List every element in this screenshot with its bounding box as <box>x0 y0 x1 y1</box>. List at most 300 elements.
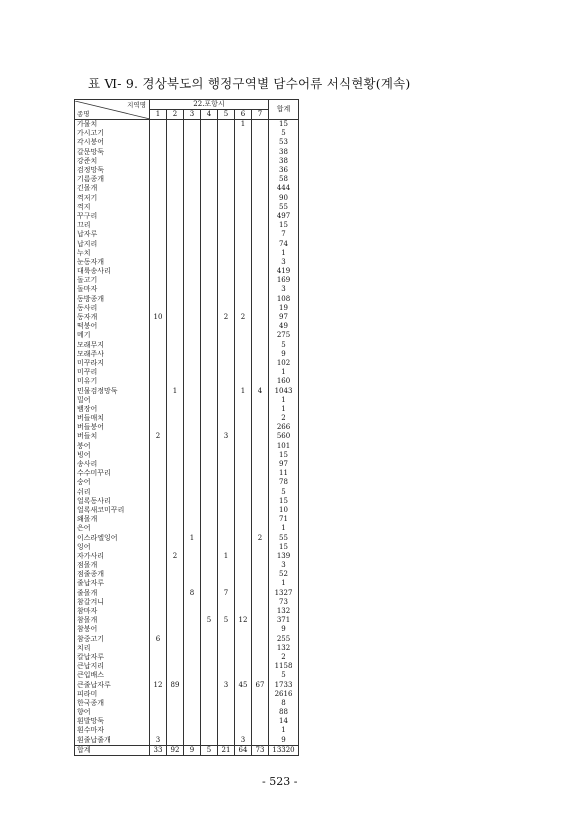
table-row <box>75 497 299 506</box>
total-cell: 88 <box>269 708 299 717</box>
count-cell <box>218 368 235 377</box>
count-cell <box>167 432 184 441</box>
count-cell <box>184 506 201 515</box>
count-cell <box>150 708 167 717</box>
count-cell: 10 <box>150 313 167 322</box>
species-name: 눈동자개 <box>75 258 150 267</box>
count-cell <box>218 690 235 699</box>
count-cell <box>252 148 269 157</box>
count-cell <box>252 506 269 515</box>
species-name: 큰납지리 <box>75 662 150 671</box>
count-cell <box>167 533 184 542</box>
count-cell <box>167 423 184 432</box>
count-cell <box>201 543 218 552</box>
total-cell: 49 <box>269 322 299 331</box>
count-cell <box>150 543 167 552</box>
count-cell <box>167 442 184 451</box>
count-cell <box>218 726 235 735</box>
count-cell <box>184 497 201 506</box>
count-cell <box>218 166 235 175</box>
count-cell <box>201 341 218 350</box>
count-cell <box>218 295 235 304</box>
count-cell <box>201 148 218 157</box>
count-cell <box>167 138 184 147</box>
species-name: 미꾸리 <box>75 368 150 377</box>
count-cell <box>184 598 201 607</box>
count-cell <box>201 460 218 469</box>
total-cell: 38 <box>269 148 299 157</box>
count-cell <box>218 524 235 533</box>
species-name: 동방종개 <box>75 295 150 304</box>
count-cell <box>167 488 184 497</box>
table-row <box>75 230 299 239</box>
species-name: 갈문망둑 <box>75 148 150 157</box>
species-name: 칼납자루 <box>75 653 150 662</box>
count-cell <box>150 331 167 340</box>
count-cell <box>184 405 201 414</box>
count-cell <box>150 203 167 212</box>
count-cell <box>150 285 167 294</box>
total-cell: 1158 <box>269 662 299 671</box>
count-cell <box>218 625 235 634</box>
count-cell <box>201 350 218 359</box>
count-cell: 3 <box>218 680 235 689</box>
count-cell <box>150 690 167 699</box>
count-cell <box>252 460 269 469</box>
count-cell <box>150 662 167 671</box>
table-row <box>75 405 299 414</box>
count-cell <box>235 414 252 423</box>
total-cell: 1 <box>269 726 299 735</box>
species-name: 얼록동사리 <box>75 497 150 506</box>
total-cell: 132 <box>269 644 299 653</box>
count-cell: 2 <box>218 313 235 322</box>
total-cell: 139 <box>269 552 299 561</box>
count-cell <box>252 653 269 662</box>
total-cell: 52 <box>269 570 299 579</box>
table-row <box>75 350 299 359</box>
count-cell <box>150 524 167 533</box>
count-cell <box>184 350 201 359</box>
count-cell <box>150 148 167 157</box>
count-cell <box>235 442 252 451</box>
species-name: 합계 <box>75 745 150 755</box>
table-row <box>75 239 299 248</box>
count-cell <box>201 432 218 441</box>
count-cell <box>218 396 235 405</box>
count-cell <box>201 442 218 451</box>
count-cell <box>201 359 218 368</box>
total-cell: 1 <box>269 249 299 258</box>
species-name: 긴몰개 <box>75 184 150 193</box>
count-cell <box>184 230 201 239</box>
count-cell <box>184 616 201 625</box>
count-cell <box>252 442 269 451</box>
count-cell <box>235 368 252 377</box>
total-cell: 160 <box>269 377 299 386</box>
total-cell: 15 <box>269 120 299 130</box>
species-name: 잉어 <box>75 543 150 552</box>
count-cell <box>252 635 269 644</box>
count-cell <box>218 258 235 267</box>
count-cell <box>150 451 167 460</box>
species-name: 검정망둑 <box>75 166 150 175</box>
count-cell <box>235 157 252 166</box>
total-cell: 73 <box>269 598 299 607</box>
total-cell: 1327 <box>269 589 299 598</box>
table-row <box>75 690 299 699</box>
count-cell <box>201 377 218 386</box>
count-cell <box>218 341 235 350</box>
count-cell <box>235 497 252 506</box>
count-cell <box>235 396 252 405</box>
count-cell <box>201 423 218 432</box>
count-cell <box>252 331 269 340</box>
total-cell: 497 <box>269 212 299 221</box>
count-cell <box>184 671 201 680</box>
species-name: 붕어 <box>75 442 150 451</box>
count-cell: 6 <box>150 635 167 644</box>
count-cell <box>252 625 269 634</box>
count-cell: 5 <box>201 745 218 755</box>
species-name: 버들붕어 <box>75 423 150 432</box>
count-cell <box>252 230 269 239</box>
count-cell: 5 <box>218 616 235 625</box>
count-cell <box>252 561 269 570</box>
count-cell <box>218 708 235 717</box>
count-cell <box>201 533 218 542</box>
count-cell <box>218 736 235 746</box>
count-cell <box>201 680 218 689</box>
count-cell <box>252 276 269 285</box>
count-cell <box>201 469 218 478</box>
species-name: 동자개 <box>75 313 150 322</box>
table-row <box>75 396 299 405</box>
table-row <box>75 625 299 634</box>
count-cell <box>167 239 184 248</box>
table-row <box>75 607 299 616</box>
count-cell <box>167 469 184 478</box>
species-name: 향어 <box>75 708 150 717</box>
total-header: 합계 <box>269 100 299 120</box>
species-name: 참중고기 <box>75 635 150 644</box>
count-cell <box>184 166 201 175</box>
count-cell: 2 <box>150 432 167 441</box>
count-cell <box>252 708 269 717</box>
count-cell <box>252 313 269 322</box>
count-cell: 8 <box>184 589 201 598</box>
count-cell <box>150 377 167 386</box>
count-cell: 1 <box>218 552 235 561</box>
species-name: 흰줄납줄개 <box>75 736 150 746</box>
count-cell <box>235 653 252 662</box>
count-cell <box>150 350 167 359</box>
count-cell <box>167 377 184 386</box>
table-row <box>75 570 299 579</box>
count-cell <box>184 717 201 726</box>
count-cell <box>252 359 269 368</box>
subcolumn-header: 5 <box>218 110 235 120</box>
count-cell <box>235 717 252 726</box>
table-row <box>75 442 299 451</box>
count-cell <box>150 239 167 248</box>
count-cell <box>201 515 218 524</box>
count-cell <box>201 295 218 304</box>
count-cell <box>252 736 269 746</box>
count-cell <box>218 221 235 230</box>
count-cell <box>167 653 184 662</box>
total-cell: 11 <box>269 469 299 478</box>
corner-species-label: 종명 <box>77 109 90 118</box>
count-cell <box>150 304 167 313</box>
count-cell <box>201 717 218 726</box>
count-cell <box>235 304 252 313</box>
count-cell <box>201 607 218 616</box>
count-cell <box>235 543 252 552</box>
count-cell <box>218 451 235 460</box>
count-cell <box>235 598 252 607</box>
count-cell <box>252 221 269 230</box>
count-cell <box>235 267 252 276</box>
count-cell <box>184 377 201 386</box>
count-cell <box>167 570 184 579</box>
species-name: 미유기 <box>75 377 150 386</box>
count-cell <box>218 699 235 708</box>
count-cell <box>184 295 201 304</box>
count-cell <box>252 607 269 616</box>
total-cell: 1 <box>269 579 299 588</box>
count-cell <box>218 414 235 423</box>
table-row <box>75 368 299 377</box>
species-name: 송사리 <box>75 460 150 469</box>
count-cell <box>184 690 201 699</box>
species-name: 빙어 <box>75 451 150 460</box>
count-cell <box>167 166 184 175</box>
page-number: - 523 - <box>262 775 298 788</box>
table-row <box>75 635 299 644</box>
count-cell <box>235 184 252 193</box>
count-cell: 3 <box>218 432 235 441</box>
table-row <box>75 194 299 203</box>
total-cell: 1733 <box>269 680 299 689</box>
count-cell <box>201 414 218 423</box>
count-cell <box>167 331 184 340</box>
total-cell: 97 <box>269 460 299 469</box>
count-cell <box>167 451 184 460</box>
count-cell <box>218 423 235 432</box>
table-row <box>75 120 299 130</box>
count-cell <box>218 671 235 680</box>
total-cell: 36 <box>269 166 299 175</box>
count-cell <box>201 524 218 533</box>
table-row <box>75 377 299 386</box>
count-cell <box>150 478 167 487</box>
count-cell <box>150 598 167 607</box>
count-cell <box>150 515 167 524</box>
count-cell <box>184 726 201 735</box>
table-row <box>75 203 299 212</box>
count-cell <box>218 203 235 212</box>
count-cell <box>150 488 167 497</box>
count-cell <box>252 478 269 487</box>
species-name: 메기 <box>75 331 150 340</box>
table-row <box>75 736 299 746</box>
species-name: 모래무지 <box>75 341 150 350</box>
total-cell: 1 <box>269 368 299 377</box>
table-row <box>75 423 299 432</box>
count-cell <box>184 276 201 285</box>
count-cell <box>218 543 235 552</box>
table-row <box>75 157 299 166</box>
count-cell <box>167 203 184 212</box>
count-cell <box>235 377 252 386</box>
count-cell <box>184 515 201 524</box>
count-cell <box>252 175 269 184</box>
count-cell <box>201 671 218 680</box>
count-cell <box>252 212 269 221</box>
count-cell <box>184 221 201 230</box>
count-cell <box>218 212 235 221</box>
count-cell <box>184 469 201 478</box>
count-cell <box>252 194 269 203</box>
count-cell <box>252 120 269 130</box>
count-cell <box>218 304 235 313</box>
count-cell <box>167 598 184 607</box>
count-cell <box>150 423 167 432</box>
count-cell <box>150 699 167 708</box>
table-row <box>75 212 299 221</box>
count-cell: 1 <box>184 533 201 542</box>
count-cell <box>167 184 184 193</box>
count-cell <box>235 175 252 184</box>
total-cell: 5 <box>269 129 299 138</box>
count-cell <box>150 671 167 680</box>
table-row <box>75 515 299 524</box>
count-cell <box>235 607 252 616</box>
count-cell <box>252 717 269 726</box>
count-cell <box>235 359 252 368</box>
count-cell <box>167 313 184 322</box>
count-cell <box>184 396 201 405</box>
count-cell <box>218 194 235 203</box>
table-row <box>75 322 299 331</box>
count-cell: 3 <box>235 736 252 746</box>
species-name: 줄납자루 <box>75 579 150 588</box>
count-cell <box>201 166 218 175</box>
count-cell <box>184 313 201 322</box>
total-cell: 3 <box>269 561 299 570</box>
count-cell <box>167 506 184 515</box>
count-cell <box>201 221 218 230</box>
count-cell <box>235 690 252 699</box>
count-cell: 73 <box>252 745 269 755</box>
count-cell <box>218 285 235 294</box>
count-cell <box>235 699 252 708</box>
total-cell: 5 <box>269 341 299 350</box>
count-cell <box>235 166 252 175</box>
species-name: 민물검정망둑 <box>75 386 150 395</box>
count-cell <box>150 552 167 561</box>
count-cell <box>184 184 201 193</box>
species-name: 끄리 <box>75 221 150 230</box>
count-cell: 64 <box>235 745 252 755</box>
count-cell <box>252 423 269 432</box>
total-cell: 2 <box>269 653 299 662</box>
count-cell <box>235 258 252 267</box>
count-cell <box>150 359 167 368</box>
count-cell <box>167 258 184 267</box>
table-row <box>75 671 299 680</box>
count-cell <box>184 322 201 331</box>
count-cell <box>252 203 269 212</box>
count-cell <box>201 304 218 313</box>
count-cell <box>218 157 235 166</box>
count-cell <box>167 726 184 735</box>
total-cell: 255 <box>269 635 299 644</box>
count-cell <box>167 607 184 616</box>
count-cell <box>218 469 235 478</box>
count-cell <box>184 267 201 276</box>
count-cell <box>167 368 184 377</box>
count-cell <box>252 129 269 138</box>
count-cell <box>235 249 252 258</box>
table-row <box>75 543 299 552</box>
count-cell <box>167 148 184 157</box>
species-name: 점줄종개 <box>75 570 150 579</box>
species-name: 피라미 <box>75 690 150 699</box>
count-cell <box>201 249 218 258</box>
count-cell: 45 <box>235 680 252 689</box>
count-cell <box>201 726 218 735</box>
count-cell <box>252 432 269 441</box>
count-cell <box>218 230 235 239</box>
species-name: 꺽저기 <box>75 194 150 203</box>
count-cell <box>184 175 201 184</box>
total-cell: 38 <box>269 157 299 166</box>
table-row <box>75 313 299 322</box>
count-cell <box>150 607 167 616</box>
table-row <box>75 680 299 689</box>
count-cell <box>167 276 184 285</box>
count-cell <box>252 350 269 359</box>
table-row <box>75 579 299 588</box>
count-cell <box>218 506 235 515</box>
species-name: 동사리 <box>75 304 150 313</box>
count-cell <box>201 175 218 184</box>
count-cell: 2 <box>167 552 184 561</box>
table-row <box>75 589 299 598</box>
count-cell <box>184 341 201 350</box>
count-cell <box>184 258 201 267</box>
count-cell <box>167 221 184 230</box>
count-cell <box>184 138 201 147</box>
species-name: 미꾸라지 <box>75 359 150 368</box>
count-cell <box>184 442 201 451</box>
count-cell: 1 <box>235 386 252 395</box>
species-name: 버들매치 <box>75 414 150 423</box>
total-cell: 371 <box>269 616 299 625</box>
count-cell: 7 <box>218 589 235 598</box>
total-cell: 15 <box>269 221 299 230</box>
total-cell: 19 <box>269 304 299 313</box>
total-cell: 2616 <box>269 690 299 699</box>
count-cell <box>150 267 167 276</box>
count-cell <box>201 579 218 588</box>
count-cell: 3 <box>150 736 167 746</box>
total-cell: 3 <box>269 285 299 294</box>
count-cell <box>218 460 235 469</box>
count-cell <box>184 460 201 469</box>
